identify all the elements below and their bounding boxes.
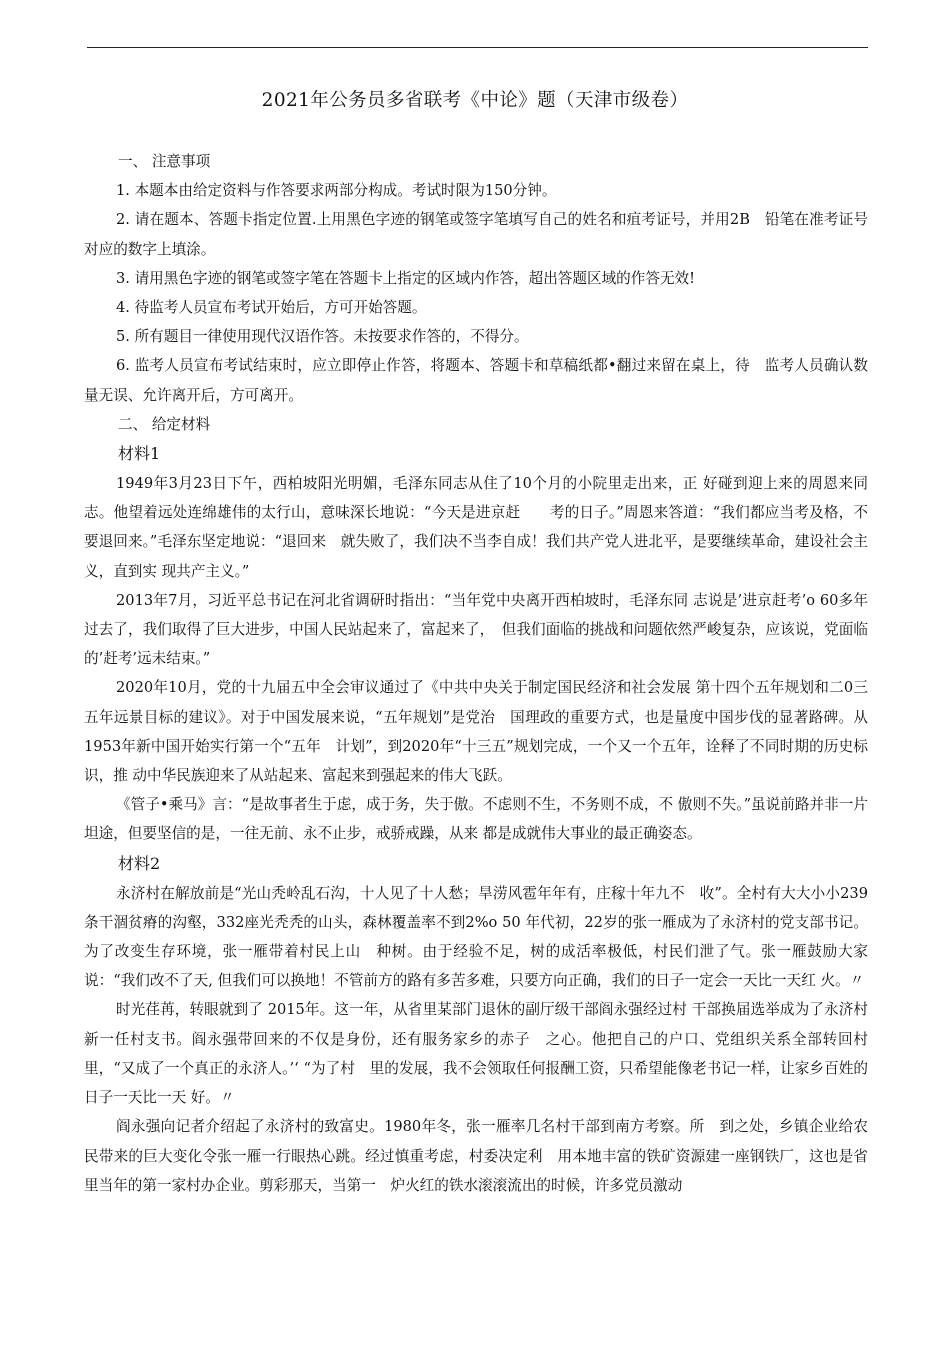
note-item: 5. 所有题目一律使用现代汉语作答。未按要求作答的，不得分。 [116, 328, 529, 346]
section-heading-notes: 一、 注意事项 [118, 153, 211, 170]
material-paragraph: 2020年10月，党的十九届五中全会审议通过了《中共中央关于制定国民经济和社会发展 第十四个五年规划和二0三五年远景目标的建议》。对于中国发展来说，“五年规划”是党治 国理政的重要方式，也是量度中国步伐的显著路碑。从1953年新中国开始实行第一个“五年 计划”，到2020年“十三五”规划完成，一个又一个五年，诠释了不同时期的历史标识，推 动中华民族迎来了从站起来、富起来到强起来的伟大飞跃。 [84, 679, 868, 785]
note-item: 4. 待监考人员宣布考试开始后，方可开始答题。 [116, 299, 427, 317]
material-paragraph: 时光荏苒，转眼就到了 2015年。这一年，从省里某部门退休的副厅级干部阎永强经过村 干部换届选举成为了永济村新一任村支书。阎永强带回来的不仅是身份，还有服务家乡的赤子 之心。他把自己的户口、党组织关系全部转回村里，“又成了一个真正的永济人。’‘ “为了村 里的发展，我不会领取任何报酬工资，只希望能像老书记一样，让家乡百姓的日子一天比一天 好。〃 [84, 1001, 868, 1107]
material-paragraph: 《管子•乘马》言：“是故事者生于虑，成于务，失于傲。不虑则不生，不务则不成，不 傲则不失。”虽说前路并非一片坦途，但要坚信的是，一往无前、永不止步，戒骄戒躁，从来 都是成就伟大事业的最正确姿态。 [84, 796, 868, 843]
note-item: 2. 请在题本、答题卡指定位置.上用黑色字迹的钢笔或签字笔填写自己的姓名和疽考证号，并用2B 铅笔在准考证号对应的数字上填涂。 [84, 211, 868, 258]
material-paragraph: 永济村在解放前是“光山秃岭乱石沟，十人见了十人愁；旱涝风雹年年有，庄稼十年九不 收”。全村有大大小小239条干涸贫瘠的沟壑，332座光秃秃的山头，森林覆盖率不到2%o 50 年代初，22岁的张一雁成为了永济村的党支部书记。为了改变生存环境，张一雁带着村民上山 种树。由于经验不足，树的成活率极低，村民们泄了气。张一雁鼓励大家说：“我们改不了天, 但我们可以换地！不管前方的路有多苦多难，只要方向正确，我们的日子一定会一天比一天红 火。〃 [84, 884, 868, 990]
document-body [84, 147, 868, 1200]
note-item: 1. 本题本由给定资料与作答要求两部分构成。考试时限为150分钟。 [116, 182, 557, 200]
material-1-label: 材料1 [118, 444, 161, 464]
material-paragraph: 阎永强向记者介绍起了永济村的致富史。1980年冬，张一雁率几名村干部到南方考察。所 到之处，乡镇企业给农民带来的巨大变化令张一雁一行眼热心跳。经过慎重考虑，村委决定利 用本地丰富的铁矿资源建一座钢铁厂，这也是省里当年的第一家村办企业。剪彩那天，当第一 炉火红的铁水滚滚流出的时候，许多党员激动 [84, 1118, 868, 1194]
note-item: 3. 请用黑色字迹的钢笔或签字笔在答题卡上指定的区域内作答，超出答题区域的作答无效! [116, 269, 695, 287]
note-item: 6. 监考人员宣布考试结束时，应立即停止作答，将题本、答题卡和草稿纸都•翻过来留在桌上，待 监考人员确认数量无误、允许离开后，方可离开。 [84, 357, 868, 404]
material-paragraph: 2013年7月，习近平总书记在河北省调研时指出：“当年党中央离开西柏坡时，毛泽东同 志说是’进京赶考’o 60多年过去了，我们取得了巨大进步，中国人民站起来了，富起来了， 但我们面临的挑战和问题依然严峻复杂，应该说，党面临的’赶考’远未结束。” [84, 591, 868, 668]
document-title: 2021年公务员多省联考《中论》题（天津市级卷） [261, 90, 689, 111]
section-heading-materials: 二、 给定材料 [118, 415, 211, 433]
material-2-label: 材料2 [118, 853, 161, 873]
material-paragraph: 1949年3月23日下午，西柏坡阳光明媚，毛泽东同志从住了10个月的小院里走出来，正 好碰到迎上来的周恩来同志。他望着远处连绵雄伟的太行山，意味深长地说：“今天是进京赶 考的日子。”周恩来答道：“我们都应当考及格，不要退回来。”毛泽东坚定地说：“退回来 就失败了，我们决不当李自成！我们共产党人进北平，是要继续革命，建设社会主义，直到实 现共产主义。” [84, 475, 868, 580]
header-rule [87, 47, 868, 48]
